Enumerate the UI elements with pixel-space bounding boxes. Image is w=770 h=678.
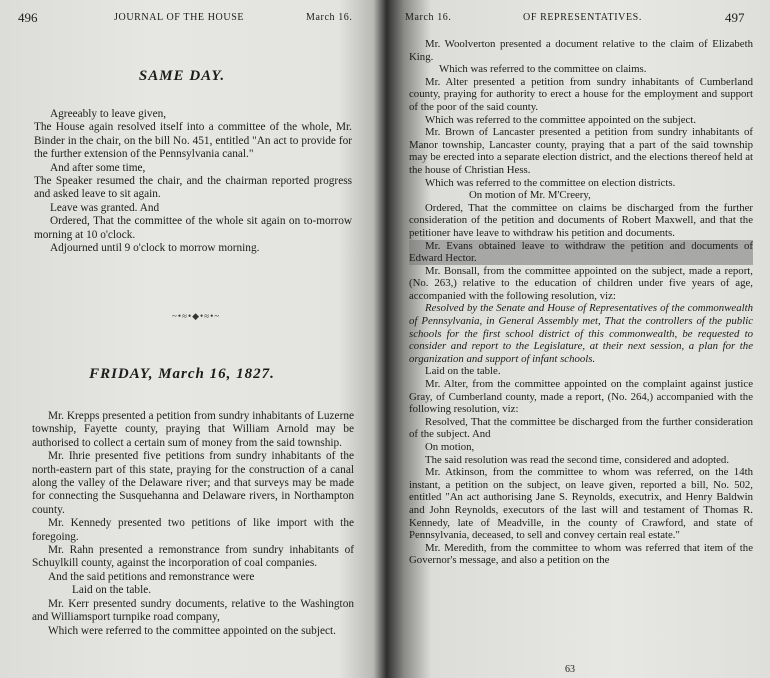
right-running-date: March 16.	[405, 12, 452, 23]
right-block	[409, 38, 753, 567]
para: Mr. Meredith, from the committee to whom was referred that item of the Governor's message, and also a petition on the	[409, 541, 753, 567]
para: Mr. Alter, from the committee appointed on the complaint against justice Gray, of Cumberland county, made a report, (No. 264,) accompanied with the following resolution, viz:	[409, 378, 753, 416]
para: And after some time,	[50, 161, 146, 174]
para: Mr. Woolverton presented a document relative to the claim of Elizabeth King.	[409, 38, 753, 63]
heading-same-day: SAME DAY.	[138, 68, 226, 84]
highlighted-para: Mr. Evans obtained leave to withdraw the petition and documents of Edward Hector.	[409, 239, 753, 265]
para: Mr. Brown of Lancaster presented a petition from sundry inhabitants of Manor township, Lancaster county, praying that a part of the said township may be erected into a separate election district, and the elections thereof held at the house of Christian Hess.	[409, 126, 753, 176]
left-block-2	[32, 410, 354, 638]
para: Laid on the table.	[72, 584, 152, 597]
heading-friday: FRIDAY, March 16, 1827.	[89, 366, 275, 382]
para: The Speaker resumed the chair, and the chairman reported progress and asked leave to sit again.	[34, 175, 352, 201]
para: Leave was granted. And	[50, 201, 160, 214]
para: Mr. Kennedy presented two petitions of like import with the foregoing.	[32, 517, 354, 543]
left-running-head	[0, 12, 378, 30]
para: Resolved by the Senate and House of Representatives of the commonwealth of Pennsylvania, in General Assembly met, That the controllers of the public schools for the first school district of this commonwealth, be requested to consider and report to the Legislature, at their next session, a plan for the organization and support of infant schools.	[409, 302, 753, 365]
para: Laid on the table.	[425, 365, 501, 378]
para: Which was referred to the committee appointed on the subject.	[425, 113, 697, 126]
para: On motion of Mr. M'Creery,	[469, 189, 591, 202]
ornament-divider: ~•≈•◆•≈•~	[172, 311, 221, 321]
para: On motion,	[425, 441, 475, 453]
para: The House again resolved itself into a committee of the whole, Mr. Binder in the chair, on the bill No. 451, entitled "An act to provide for the further extension of the Pennsylvania canal."	[34, 121, 352, 161]
para: Agreeably to leave given,	[50, 108, 167, 120]
para: Mr. Atkinson, from the committee to whom was referred, on the 14th instant, a petition on the subject, on leave given, reported a bill, No. 502, entitled "An act authorising Jane S. Reynolds, executrix, and Henry Baldwin and John Reynolds, executors of the last will and testament of Thomas R. Kennedy, late of Meadville, in the county of Crawford, and state of Pennsylvania, deceased, to sell and convey certain real estate."	[409, 466, 753, 542]
para: Mr. Bonsall, from the committee appointed on the subject, made a report, (No. 263,) relative to the education of children under five years of age, accompanied with the following resolution, viz:	[409, 264, 753, 302]
para: Mr. Kerr presented sundry documents, relative to the Washington and Williamsport turnpike road company,	[32, 597, 354, 624]
right-page	[393, 0, 770, 678]
para: Which was referred to the committee on election districts.	[425, 176, 676, 189]
right-page-number: 497	[725, 10, 745, 25]
signature-mark: 63	[565, 664, 575, 675]
left-running-date: March 16.	[306, 12, 353, 23]
left-running-title: JOURNAL OF THE HOUSE	[114, 12, 245, 23]
para: The said resolution was read the second time, considered and adopted.	[425, 453, 730, 466]
left-page-number: 496	[18, 10, 38, 25]
right-running-title: OF REPRESENTATIVES.	[523, 12, 642, 23]
para: Mr. Rahn presented a remonstrance from sundry inhabitants of Schuylkill county, against the incorporation of coal companies.	[32, 544, 354, 570]
para: And the said petitions and remonstrance were	[48, 570, 255, 583]
left-block-1	[34, 108, 352, 255]
para: Resolved, That the committee be discharged from the further consideration of the subject. And	[409, 415, 753, 441]
para: Which were referred to the committee appointed on the subject.	[48, 624, 336, 637]
para: Mr. Alter presented a petition from sundry inhabitants of Cumberland county, praying for authority to erect a house for the employment and support of the poor of the said county.	[409, 75, 753, 113]
right-running-head	[393, 12, 770, 30]
para: Mr. Ihrie presented five petitions from sundry inhabitants of the north-eastern part of this state, praying for the construction of a canal along the valley of the Delaware river; and that surveys may be made for connecting the Susquehanna and Delaware rivers, in Northampton county.	[32, 450, 354, 516]
para: Ordered, That the committee of the whole sit again on to-morrow morning at 10 o'clock.	[34, 215, 352, 241]
para: Ordered, That the committee on claims be discharged from the further consideration of the petition and documents of Robert Maxwell, and that the petitioner have leave to withdraw his petition and documents.	[409, 201, 753, 239]
left-page	[0, 0, 378, 678]
para: Adjourned until 9 o'clock to morrow morning.	[50, 242, 260, 255]
para: Which was referred to the committee on claims.	[439, 63, 647, 76]
para: Mr. Krepps presented a petition from sundry inhabitants of Luzerne township, Fayette county, praying that William Arnold may be authorised to collect a certain sum of money from the said township.	[32, 410, 354, 449]
